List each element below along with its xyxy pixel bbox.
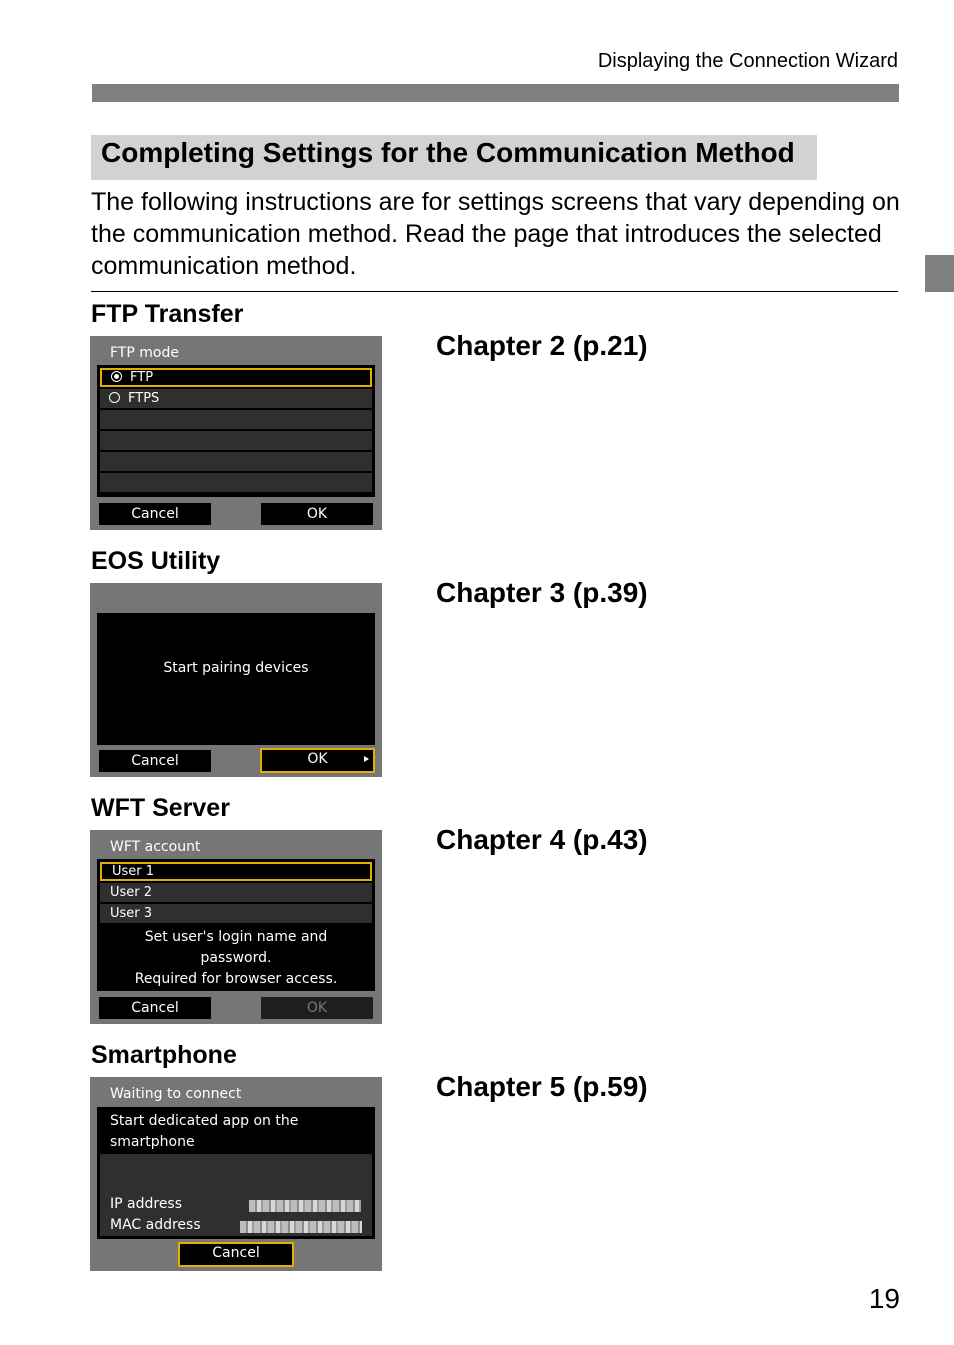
mac-address-redacted — [240, 1221, 362, 1233]
cancel-button[interactable]: Cancel — [99, 503, 211, 525]
running-header: Displaying the Connection Wizard — [597, 50, 898, 72]
method-label-smartphone: Smartphone — [91, 1041, 237, 1069]
user-label: User 1 — [112, 864, 155, 879]
screen-title: FTP mode — [110, 345, 179, 361]
divider-rule — [91, 291, 898, 292]
empty-row — [100, 473, 372, 492]
ip-address-label: IP address — [110, 1196, 183, 1212]
chapter-side-tab — [925, 255, 954, 292]
ok-button[interactable]: OK — [261, 503, 373, 525]
section-title: Completing Settings for the Communication Method — [101, 137, 795, 168]
waiting-connect-screen — [90, 1077, 382, 1271]
help-line: password. — [200, 950, 272, 966]
header-bar — [92, 84, 899, 102]
help-text — [97, 927, 375, 990]
connect-instructions — [110, 1111, 298, 1153]
chapter-ref-smartphone[interactable]: Chapter 5 (p.59) — [436, 1071, 648, 1102]
pairing-message: Start pairing devices — [163, 660, 309, 676]
pairing-screen — [90, 583, 382, 777]
screen-title: Waiting to connect — [110, 1086, 242, 1102]
ftp-mode-screen — [90, 336, 382, 530]
instruction-line: smartphone — [110, 1134, 195, 1150]
mac-address-label: MAC address — [110, 1217, 201, 1233]
radio-empty-icon — [109, 392, 120, 403]
ok-label: OK — [307, 751, 328, 767]
page-number: 19 — [868, 1283, 900, 1314]
user-label: User 2 — [110, 885, 153, 900]
ok-button-disabled: OK — [261, 997, 373, 1019]
method-label-wft-server: WFT Server — [91, 794, 230, 822]
radio-selected-icon — [111, 371, 122, 382]
method-label-ftp: FTP Transfer — [91, 300, 244, 328]
message-panel — [97, 613, 375, 745]
option-label: FTP — [130, 370, 154, 385]
chapter-ref-ftp[interactable]: Chapter 2 (p.21) — [436, 330, 648, 361]
ip-address-redacted — [249, 1200, 361, 1212]
empty-row — [100, 410, 372, 429]
empty-row — [100, 431, 372, 450]
cancel-button[interactable]: Cancel — [99, 750, 211, 772]
option-ftps[interactable] — [100, 389, 372, 408]
chapter-ref-eos-utility[interactable]: Chapter 3 (p.39) — [436, 577, 648, 608]
cancel-button[interactable]: Cancel — [178, 1242, 294, 1267]
help-line: Required for browser access. — [134, 971, 338, 987]
option-ftp[interactable] — [100, 368, 372, 387]
cancel-button[interactable]: Cancel — [99, 997, 211, 1019]
method-label-eos-utility: EOS Utility — [91, 547, 221, 575]
wft-account-screen — [90, 830, 382, 1024]
arrow-right-icon — [364, 756, 369, 762]
options-panel — [97, 365, 375, 497]
chapter-ref-wft-server[interactable]: Chapter 4 (p.43) — [436, 824, 648, 855]
user-label: User 3 — [110, 906, 153, 921]
instruction-line: Start dedicated app on the — [110, 1113, 299, 1129]
screen-title: WFT account — [110, 839, 201, 855]
address-area — [100, 1154, 372, 1236]
connect-panel — [97, 1107, 375, 1239]
user-item[interactable] — [100, 883, 372, 902]
empty-row — [100, 452, 372, 471]
option-label: FTPS — [128, 391, 160, 406]
user-item[interactable] — [100, 904, 372, 923]
ok-button[interactable] — [260, 748, 375, 773]
help-line: Set user's login name and — [144, 929, 328, 945]
intro-paragraph: The following instructions are for settings screens that vary depending on the communication method. Read the page that introduces the selected communication method. — [91, 188, 900, 280]
user-item[interactable] — [100, 862, 372, 881]
accounts-panel — [97, 859, 375, 991]
